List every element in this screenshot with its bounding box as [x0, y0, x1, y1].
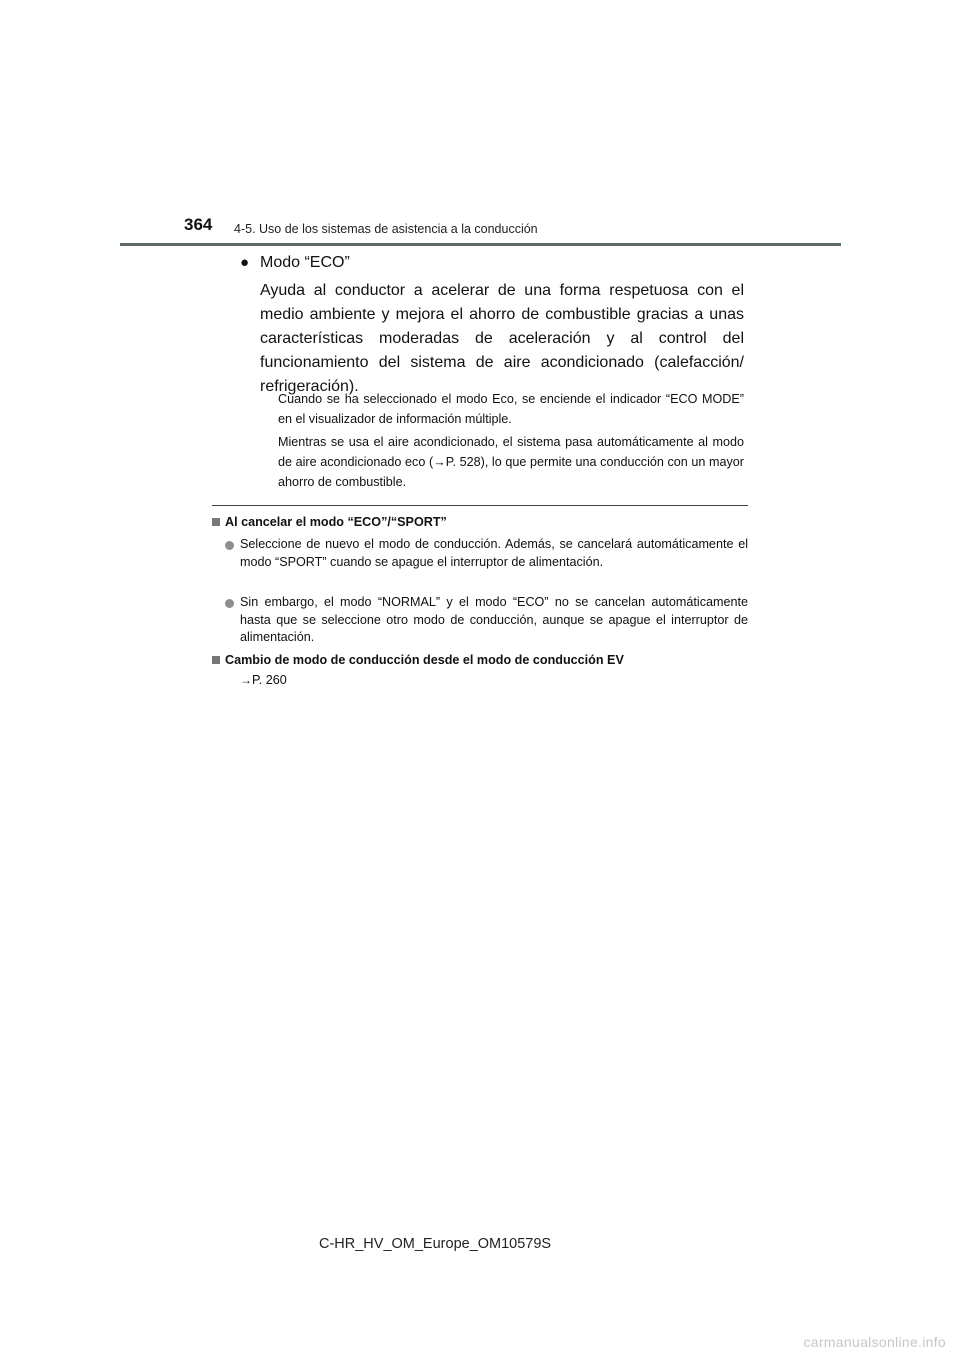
- footer-doc-code: C-HR_HV_OM_Europe_OM10579S: [319, 1236, 552, 1252]
- square-bullet-icon: [212, 656, 220, 664]
- eco-mode-body: Ayuda al conductor a acelerar de una forma respetuosa con el medio ambiente y mejora el ahorro de combustible gracias a unas características moderadas de aceleración y al control del funcionamiento del sistema de aire acondicionado (calefacción/ refrigeración).: [260, 282, 744, 395]
- page-reference-link[interactable]: [240, 673, 287, 687]
- section-title: 4-5. Uso de los sistemas de asistencia a la conducción: [234, 222, 538, 236]
- list-item-text: Seleccione de nuevo el modo de conducción. Además, se cancelará automáticamente el modo “SPORT” cuando se apague el interruptor de alimentación.: [240, 537, 748, 569]
- cancel-heading: [212, 515, 447, 529]
- list-item: [240, 536, 748, 571]
- section-divider: [212, 505, 748, 506]
- list-item: [240, 594, 748, 647]
- list-item-text: Sin embargo, el modo “NORMAL” y el modo “ECO” no se cancelan automáticamente hasta que se seleccione otro modo de conducción, aunque se apague el interruptor de alimentación.: [240, 595, 748, 644]
- eco-mode-note-1: Cuando se ha seleccionado el modo Eco, se enciende el indicador “ECO MODE” en el visualizador de información múltiple.: [278, 392, 744, 426]
- page-reference-text: P. 260: [252, 673, 287, 687]
- square-bullet-icon: [212, 518, 220, 526]
- dot-bullet-icon: [225, 599, 234, 608]
- ev-heading-text: Cambio de modo de conducción desde el modo de conducción EV: [225, 653, 624, 667]
- cancel-heading-text: Al cancelar el modo “ECO”/“SPORT”: [225, 515, 447, 529]
- eco-mode-heading-text: Modo “ECO”: [260, 254, 350, 271]
- page-number: 364: [184, 215, 213, 234]
- bullet-icon: ●: [240, 254, 250, 271]
- watermark: carmanualsonline.info: [803, 1334, 946, 1350]
- eco-mode-note-2: Mientras se usa el aire acondicionado, el sistema pasa automáticamente al modo de aire acondicionado eco (→P. 528), lo que permite una conducción con un mayor ahorro de combustible.: [278, 435, 744, 489]
- header-rule: [120, 243, 841, 246]
- dot-bullet-icon: [225, 541, 234, 550]
- eco-mode-heading: [240, 254, 350, 272]
- ev-heading: [212, 653, 624, 667]
- arrow-right-icon: →: [240, 673, 252, 687]
